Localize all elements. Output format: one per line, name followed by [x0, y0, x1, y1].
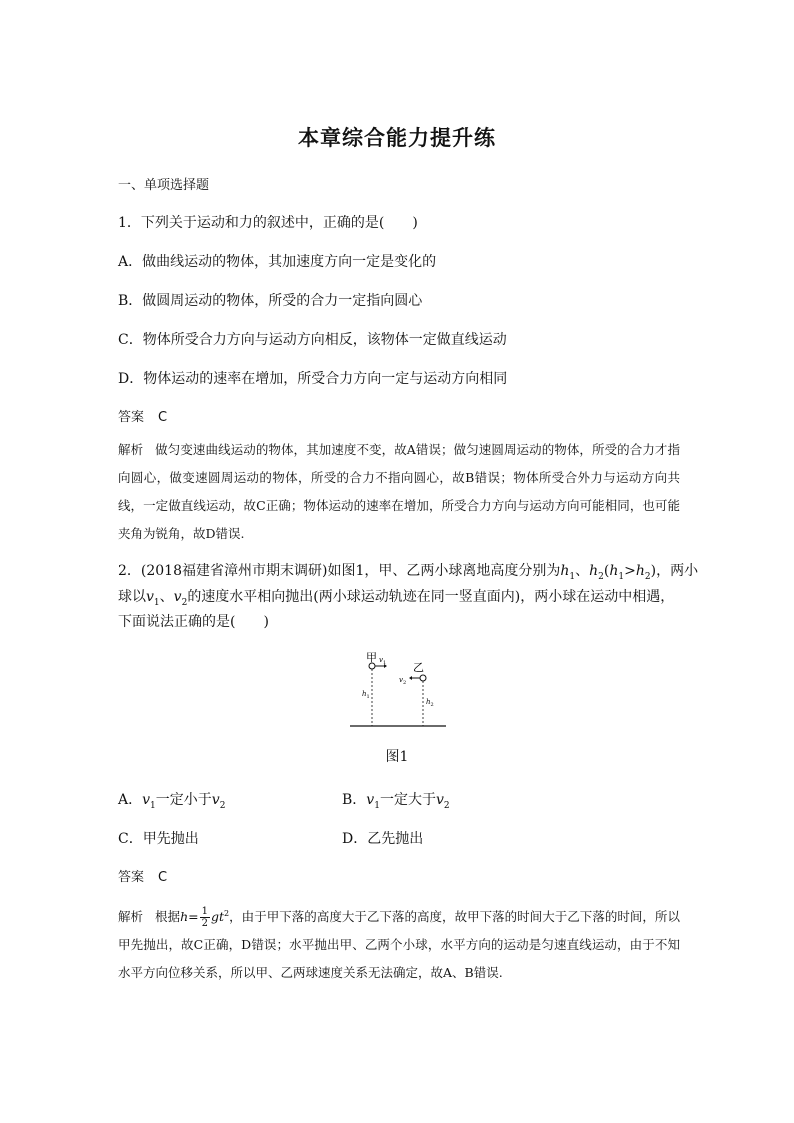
label-v1: $v_1$ [379, 656, 387, 666]
q2-line2-text-b: 的速度水平相向抛出(两小球运动轨迹在同一竖直面内)，两小球在运动中相遇， [187, 589, 675, 605]
answer-value: C [158, 870, 168, 885]
q2-answer [118, 866, 167, 885]
q1-stem: 1．下列关于运动和力的叙述中，正确的是( ) [118, 215, 418, 231]
explanation-label: 解析 [118, 442, 144, 457]
ball-yi [420, 675, 426, 681]
answer-label: 答案 [118, 870, 145, 885]
answer-label: 答案 [118, 410, 145, 425]
q1-option-a: A．做曲线运动的物体，其加速度方向一定是变化的 [118, 254, 437, 270]
q1-option-c: C．物体所受合力方向与运动方向相反，该物体一定做直线运动 [118, 332, 507, 348]
q2-explanation: 解析 根据h= $\frac{1}{2}$ $gt^2$，由于甲下落的高度大于乙下落的高度，故甲下落的时间大于乙下落的时间，所以甲先抛出，故C正确，D错误；水平抛出甲、乙两个小球，水平方向的运动是匀速直线运动，由于不知水平方向位移关系，所以甲、乙两球速度关系无法确定，故A、B错误. [118, 906, 680, 981]
section-heading: 一、单项选择题 [118, 178, 210, 193]
explanation-text-b: ，由于甲下落的高度大于乙下落的高度，故甲下落的时间大于乙下落的时间，所以甲先抛出，故C正确，D错误；水平抛出甲、乙两个小球，水平方向的运动是匀速直线运动，由于不知水平方向位移关系，所以甲、乙两球速度关系无法确定，故A、B错误. [118, 909, 680, 981]
answer-value: C [158, 410, 168, 425]
q2-option-d: D．乙先抛出 [342, 831, 424, 847]
figure-caption: 图1 [385, 749, 409, 765]
q2-option-c: C．甲先抛出 [118, 831, 199, 847]
label-h1: $h_1$ [362, 690, 370, 700]
q2-option-a: A．$v_1$一定小于$v_2$ [118, 792, 226, 811]
q1-explanation [118, 436, 680, 548]
label-v2: $v_2$ [399, 676, 407, 686]
label-jia: 甲 [366, 651, 377, 664]
q2-stem-text-b: ，两小 [656, 563, 699, 579]
explanation-text: 做匀变速曲线运动的物体，其加速度不变，故A错误；做匀速圆周运动的物体，所受的合力才指向圆心，做变速圆周运动的物体，所受的合力不指向圆心，故B错误；物体所受合外力与运动方向共线，一定做直线运动，故C正确；物体运动的速率在增加，所受合力方向与运动方向可能相同，也可能夹角为锐角，故D错误. [118, 442, 680, 541]
q2-stem-line2: 球以$v_1$、$v_2$的速度水平相向抛出(两小球运动轨迹在同一竖直面内)，两小球在运动中相遇， [118, 589, 675, 608]
q2-stem-line3: 下面说法正确的是( ) [118, 614, 269, 630]
q2-line2-text-a: 球以 [118, 589, 146, 605]
q2-option-b: B．$v_1$一定大于$v_2$ [342, 792, 450, 811]
q2-option-b-prefix: B． [342, 792, 367, 808]
figure-1-diagram [342, 646, 452, 732]
label-yi: 乙 [413, 661, 424, 674]
label-h2: $h_2$ [426, 698, 434, 708]
q2-stem-text-a: 2．(2018福建省漳州市期末调研)如图1，甲、乙两小球离地高度分别为 [118, 563, 561, 579]
q2-option-b-text: 一定大于 [379, 792, 436, 808]
fraction-one-half: $\frac{1}{2}$ [201, 906, 209, 930]
page-title: 本章综合能力提升练 [298, 126, 496, 150]
q1-option-d: D．物体运动的速率在增加，所受合力方向一定与运动方向相同 [118, 371, 508, 387]
q2-stem-line1: 2．(2018福建省漳州市期末调研)如图1，甲、乙两小球离地高度分别为$h_1$、$h_2(h_1>h_2)$，两小 [118, 563, 699, 582]
explanation-label: 解析 [118, 909, 144, 925]
q2-option-a-text: 一定小于 [155, 792, 212, 808]
explanation-text-a: 根据 [155, 909, 181, 925]
arrow-v2-head [409, 676, 412, 680]
q1-answer [118, 406, 167, 425]
q1-option-b: B．做圆周运动的物体，所受的合力一定指向圆心 [118, 293, 423, 309]
q2-option-a-prefix: A． [118, 792, 143, 808]
